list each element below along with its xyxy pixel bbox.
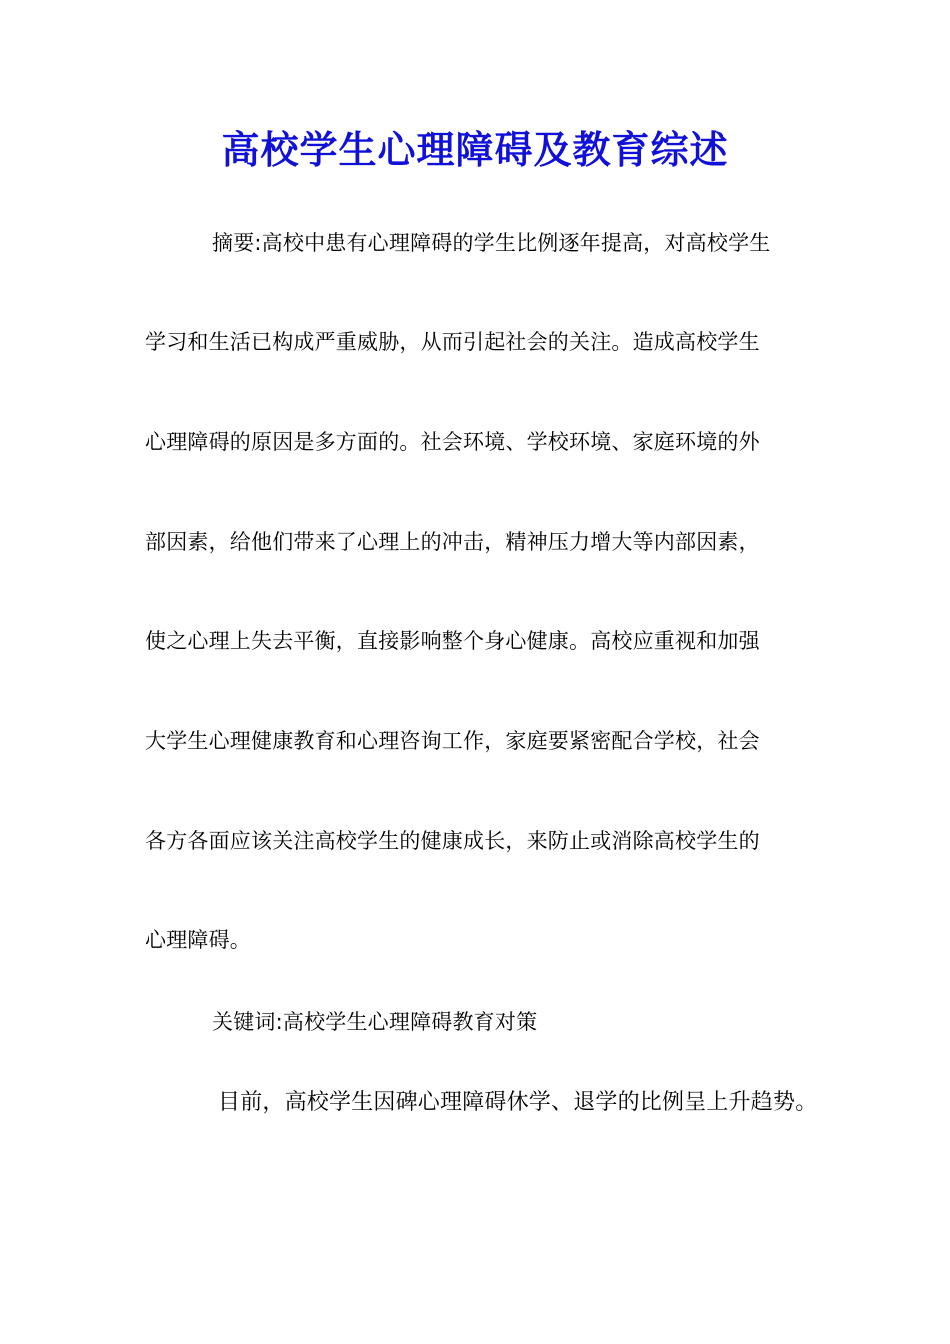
body-paragraph-line: 目前，高校学生因碑心理障碍休学、退学的比例呈上升趋势。 xyxy=(218,1090,818,1115)
abstract-line: 心理障碍的原因是多方面的。社会环境、学校环境、家庭环境的外 xyxy=(145,430,760,454)
abstract-line: 各方各面应该关注高校学生的健康成长，来防止或消除高校学生的 xyxy=(145,829,760,853)
abstract-line: 部因素，给他们带来了心理上的冲击，精神压力增大等内部因素， xyxy=(145,530,760,554)
document-title: 高校学生心理障碍及教育综述 xyxy=(221,127,729,172)
abstract-line: 心理障碍。 xyxy=(145,928,251,952)
abstract-line: 大学生心理健康教育和心理咨询工作，家庭要紧密配合学校，社会 xyxy=(145,729,760,753)
abstract-line: 学习和生活已构成严重威胁，从而引起社会的关注。造成高校学生 xyxy=(145,330,760,354)
abstract-line: 摘要:高校中患有心理障碍的学生比例逐年提高，对高校学生 xyxy=(212,231,771,255)
keywords-line: 关键词:高校学生心理障碍教育对策 xyxy=(212,1010,538,1034)
abstract-line: 使之心理上失去平衡，直接影响整个身心健康。高校应重视和加强 xyxy=(145,629,760,653)
